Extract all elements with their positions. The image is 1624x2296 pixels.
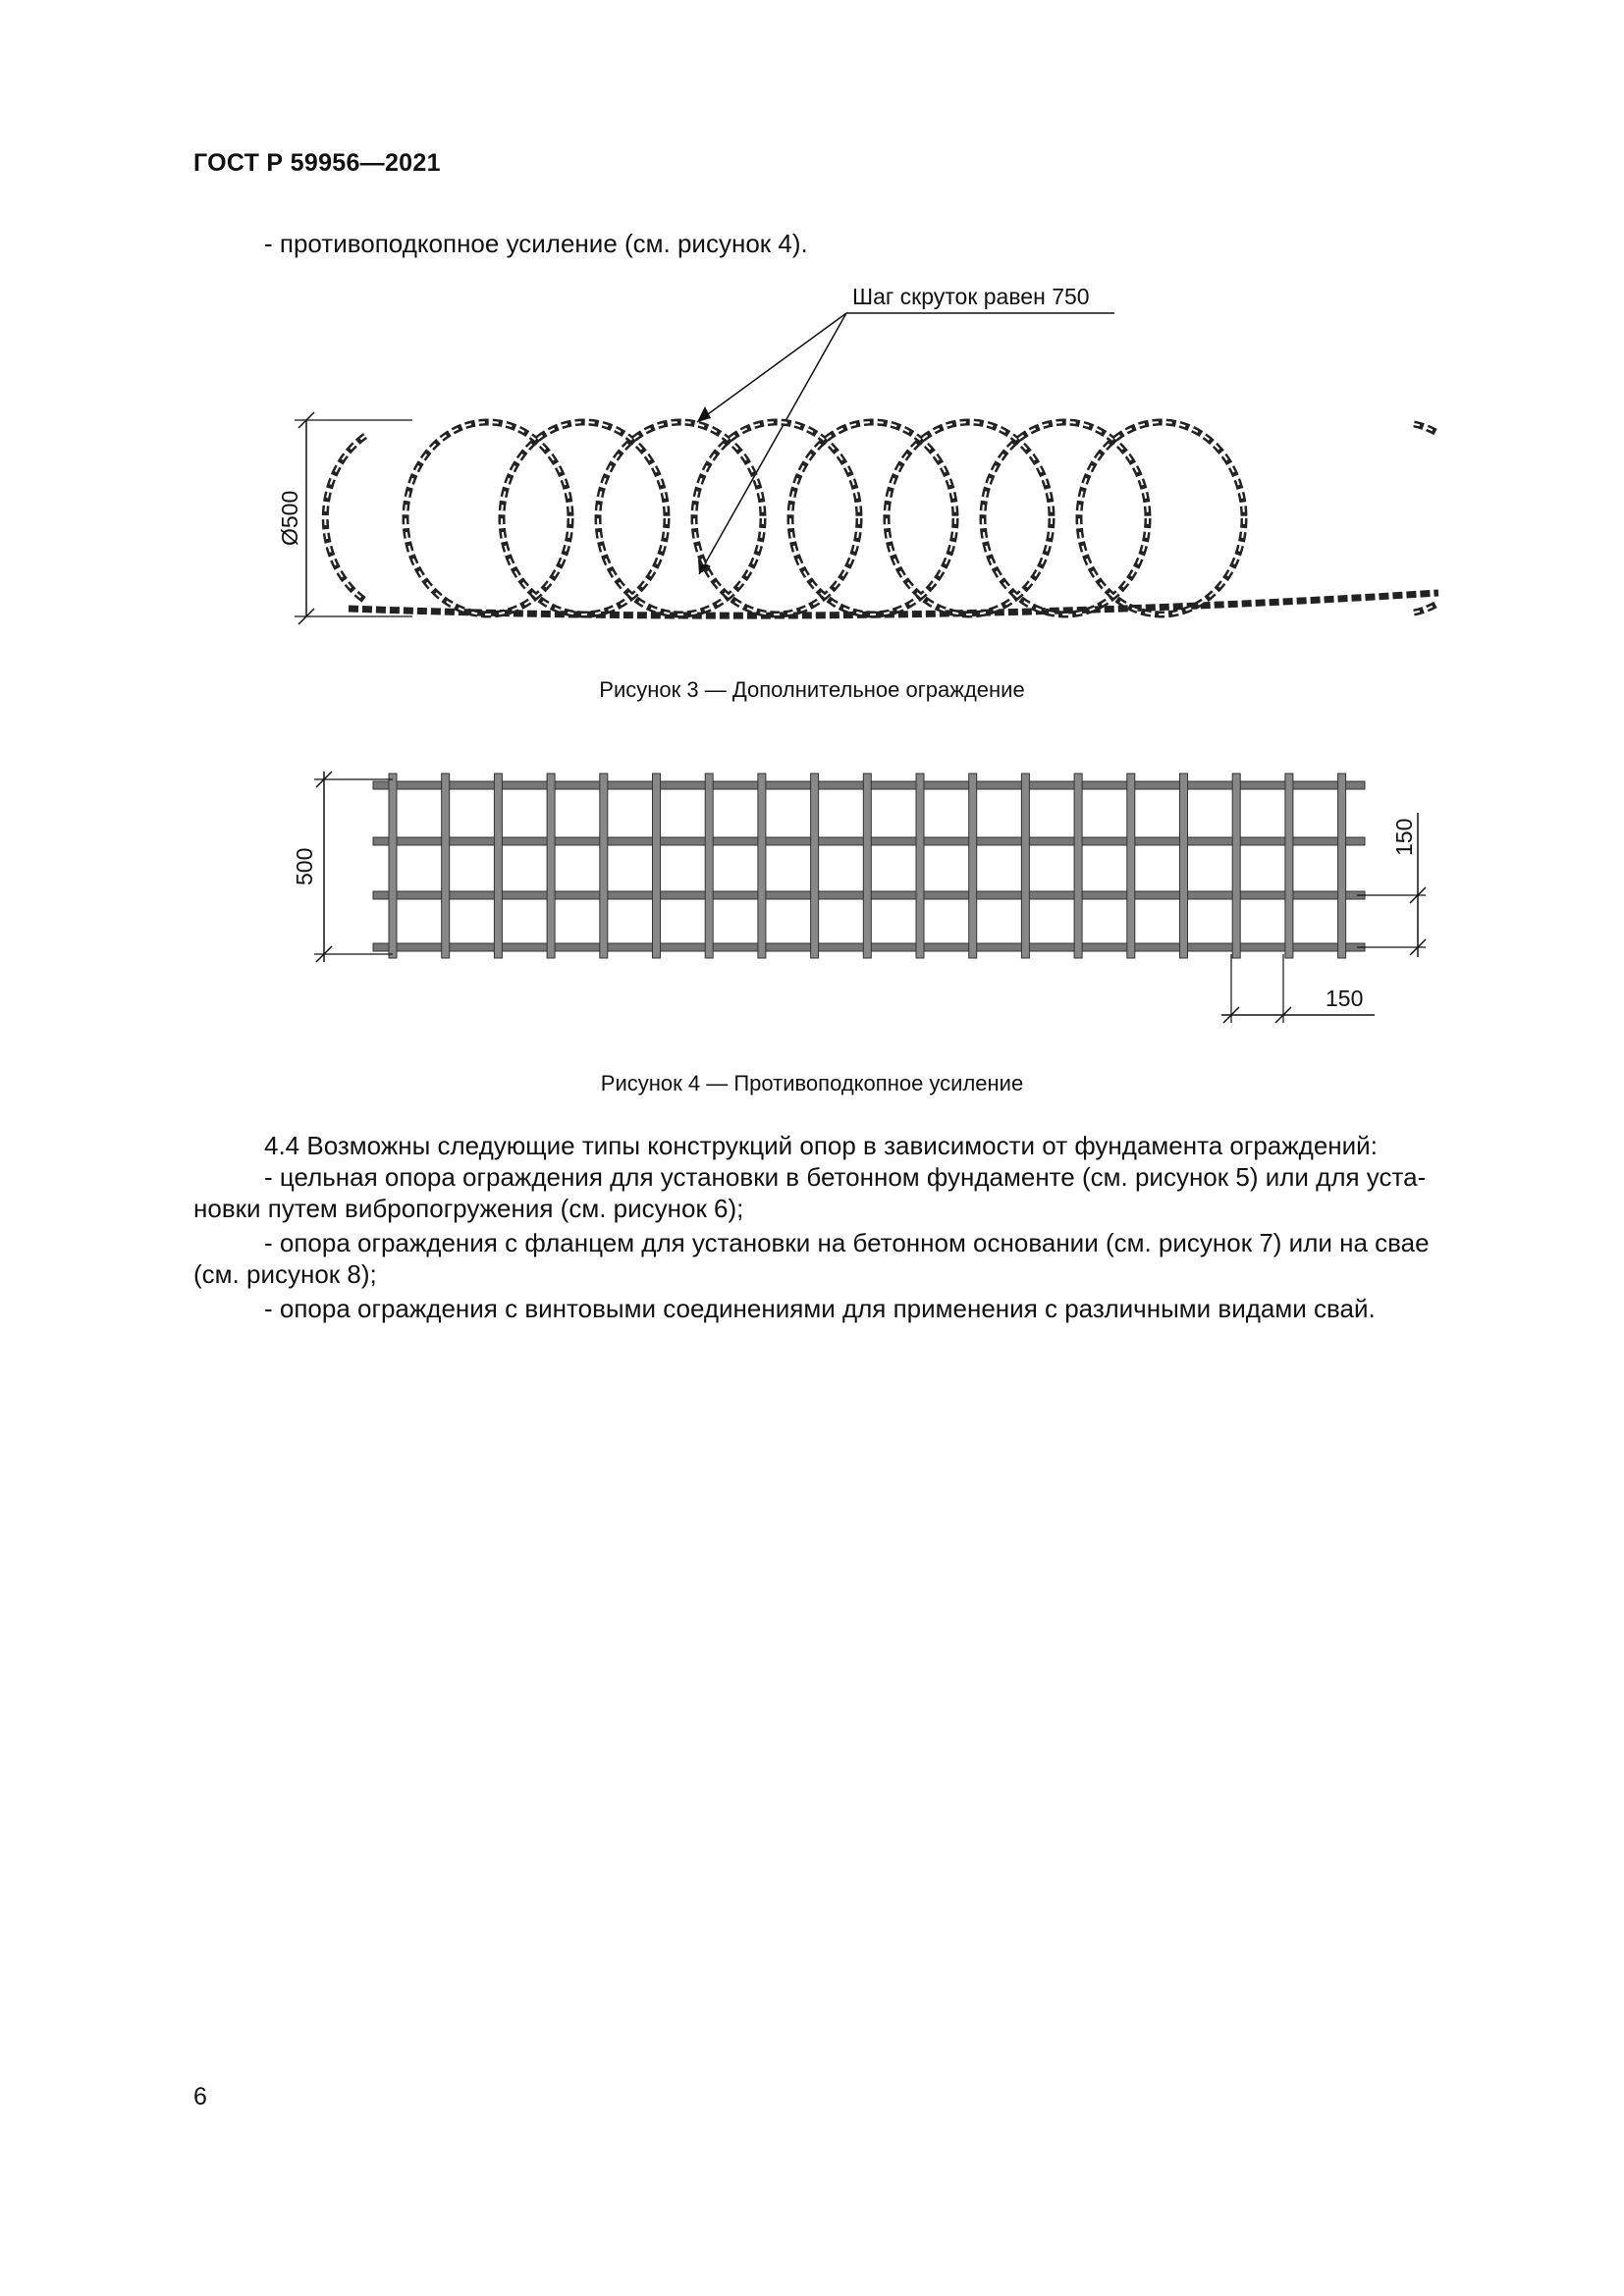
body-paragraph-2a: - цельная опора ограждения для установки в бетонном фундаменте (см. рисунок 5) или для уста- <box>264 1162 1427 1192</box>
mesh-vertical-bar <box>389 774 397 958</box>
mesh-vertical-bar <box>1127 774 1135 958</box>
mesh-vertical-bar <box>863 774 871 958</box>
mesh-vertical-bar <box>1180 774 1188 958</box>
dim-row-label: 150 <box>1391 818 1417 856</box>
dim-height-label: 500 <box>292 847 317 885</box>
mesh-vertical-bar <box>1338 774 1346 958</box>
callout-label: Шаг скруток равен 750 <box>852 284 1090 309</box>
mesh-vertical-bar <box>653 774 661 958</box>
figure-4-drawing <box>0 0 1624 1041</box>
mesh-vertical-bar <box>705 774 713 958</box>
mesh-vertical-bar <box>969 774 977 958</box>
mesh-vertical-bar <box>547 774 555 958</box>
body-paragraph-1: 4.4 Возможны следующие типы конструкций опор в зависимости от фундамента ограждений: <box>264 1131 1378 1160</box>
dim-diameter-label: Ø500 <box>277 490 302 546</box>
mesh-vertical-bar <box>1021 774 1029 958</box>
body-paragraph-4: - опора ограждения с винтовыми соединениями для применения с различными видами свай. <box>264 1294 1376 1323</box>
mesh-vertical-bar <box>494 774 502 958</box>
body-paragraph-3a: - опора ограждения с фланцем для установки на бетонном основании (см. рисунок 7) или на свае <box>264 1228 1430 1257</box>
mesh-vertical-bar <box>811 774 819 958</box>
figure-3-caption: Рисунок 3 — Дополнительное ограждение <box>599 677 1025 702</box>
mesh-vertical-bar <box>916 774 924 958</box>
body-paragraph-3b: (см. рисунок 8); <box>193 1259 377 1289</box>
mesh-vertical-bar <box>442 774 450 958</box>
figure-4-caption: Рисунок 4 — Противоподкопное усиление <box>600 1071 1024 1095</box>
body-paragraph-2b: новки путем вибропогружения (см. рисунок 6); <box>193 1194 744 1223</box>
intro-line: - противоподкопное усиление (см. рисунок 4). <box>264 229 808 258</box>
mesh-vertical-bar <box>758 774 766 958</box>
document-header: ГОСТ Р 59956—2021 <box>193 149 441 177</box>
page-number: 6 <box>193 2083 207 2110</box>
mesh-vertical-bar <box>1232 774 1240 958</box>
dim-col-label: 150 <box>1326 986 1364 1011</box>
mesh-vertical-bar <box>1285 774 1293 958</box>
mesh-vertical-bar <box>1074 774 1082 958</box>
mesh-grid <box>373 774 1365 958</box>
mesh-vertical-bar <box>600 774 608 958</box>
